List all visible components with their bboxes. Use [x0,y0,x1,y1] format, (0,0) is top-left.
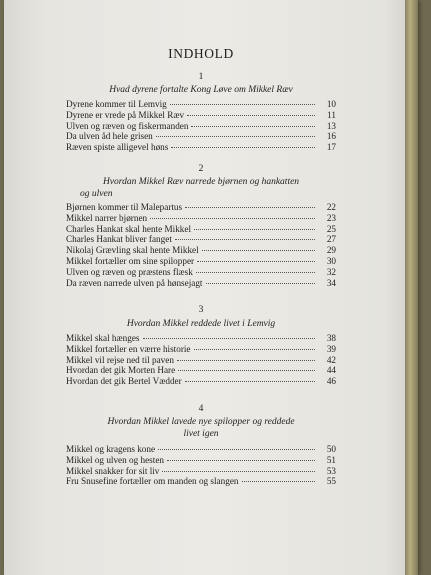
leader-dots [185,207,315,208]
section-title [66,417,336,440]
entry-title: Hvordan det gik Morten Hare [66,365,176,376]
toc-entry[interactable] [66,333,336,344]
toc-entry[interactable] [66,444,336,455]
toc-entry[interactable] [66,278,336,289]
entry-title: Charles Hankat bliver fanget [66,234,172,245]
leader-dots [143,338,316,339]
entry-title: Da ulven åd hele grisen [66,131,153,142]
section-number: 4 [198,404,204,414]
section-entries [66,333,336,387]
entry-title: Bjørnen kommer til Malepartus [66,202,183,212]
entry-page: 53 [326,465,336,476]
toc-entry[interactable] [66,131,336,142]
entry-title: Mikkel fortæller en værre historie [66,343,191,354]
entry-title: Fru Snusefine fortæller om manden og slangen [66,476,239,487]
entry-title: Da ræven narrede ulven på hønsejagt [66,277,203,288]
toc-entry[interactable] [66,224,336,235]
entry-page: 39 [326,343,336,354]
entry-page: 44 [326,365,336,376]
entry-page: 25 [326,223,336,234]
section-entries [66,444,336,487]
entry-page: 46 [326,376,336,387]
entry-title: Nikolaj Grævling skal hente Mikkel [66,245,199,256]
entry-title: Mikkel og kragens kone [66,444,156,454]
entry-page: 27 [326,234,336,245]
toc-entry[interactable] [66,455,336,466]
toc-entry[interactable] [66,142,336,153]
entry-page: 30 [326,255,336,266]
section-entries [66,99,336,153]
entry-title: Mikkel vil rejse ned til paven [66,354,174,365]
section-title [66,177,336,200]
section-title [66,319,336,331]
section-title-line: livet igen [183,428,219,439]
leader-dots [191,126,315,127]
leader-dots [167,460,315,461]
section-title-line: Hvordan Mikkel Ræv narrede bjørnen og hankatten [102,177,300,187]
leader-dots [150,218,315,219]
toc-entry[interactable] [66,202,336,213]
leader-dots [242,481,316,482]
entry-title: Mikkel snakker for sit liv [66,465,160,476]
leader-dots [197,261,315,262]
leader-dots [170,104,315,105]
toc-entry[interactable] [66,234,336,245]
entry-title: Mikkel narrer bjørnen [66,212,148,223]
page-edge [405,0,418,575]
leader-dots [158,449,315,450]
entry-title: Mikkel skal hænges [66,333,140,343]
entry-page: 42 [326,354,336,365]
entry-title: Hvordan det gik Bertel Vædder [66,376,182,387]
leader-dots [162,471,315,472]
toc-entry[interactable] [66,245,336,256]
entry-page: 17 [326,142,336,153]
section-title-line: Hvordan Mikkel lavede nye spilopper og reddede [107,417,295,427]
leader-dots [196,272,315,273]
leader-dots [202,250,315,251]
entry-title: Charles Hankat skal hente Mikkel [66,223,192,234]
entry-page: 10 [326,99,336,109]
leader-dots [175,239,315,240]
entry-page: 50 [326,444,336,454]
entry-page: 16 [326,131,336,142]
entry-page: 11 [327,109,336,120]
toc-entry[interactable] [66,121,336,132]
entry-page: 34 [326,277,336,288]
entry-page: 38 [326,333,336,343]
leader-dots [194,349,315,350]
entry-title: Ulven og ræven og fiskermanden [66,120,189,131]
entry-page: 32 [326,266,336,277]
toc-entry[interactable] [66,267,336,278]
leader-dots [178,370,315,371]
leader-dots [185,381,315,382]
leader-dots [187,115,315,116]
section-title-line: Hvad dyrene fortalte Kong Løve om Mikkel Ræv [109,85,293,95]
toc-entry[interactable] [66,344,336,355]
entry-title: Ræven spiste alligevel høns [66,142,169,153]
entry-page: 51 [326,454,336,465]
leader-dots [194,229,315,230]
toc-entry[interactable] [66,256,336,267]
entry-title: Dyrene kommer til Lemvig [66,99,167,109]
toc-entry[interactable] [66,376,336,387]
entry-page: 22 [326,202,336,212]
section-title-line: og ulven [80,188,113,199]
entry-title: Mikkel og ulven og hesten [66,454,164,465]
section-title [66,85,336,97]
leader-dots [156,136,315,137]
toc-entry[interactable] [66,99,336,110]
toc-entry[interactable] [66,365,336,376]
leader-dots [177,360,315,361]
page-title: INDHOLD [168,46,234,61]
leader-dots [206,283,316,284]
entry-title: Mikkel fortæller om sine spilopper [66,255,195,266]
toc-entry[interactable] [66,466,336,477]
entry-title: Dyrene er vrede på Mikkel Ræv [66,109,185,120]
section-entries [66,202,336,288]
toc-entry[interactable] [66,213,336,224]
section-number: 1 [198,72,204,82]
toc-entry[interactable] [66,355,336,366]
book-page [4,0,418,575]
toc-entry[interactable] [66,476,336,487]
section-title-line: Hvordan Mikkel reddede livet i Lemvig [126,319,276,329]
toc-entry[interactable] [66,110,336,121]
section-number: 3 [198,305,204,315]
section-number: 2 [198,164,204,174]
leader-dots [171,147,315,148]
entry-page: 55 [326,476,336,487]
entry-title: Ulven og ræven og præstens flæsk [66,266,193,277]
entry-page: 29 [326,245,336,256]
entry-page: 23 [326,212,336,223]
entry-page: 13 [326,120,336,131]
